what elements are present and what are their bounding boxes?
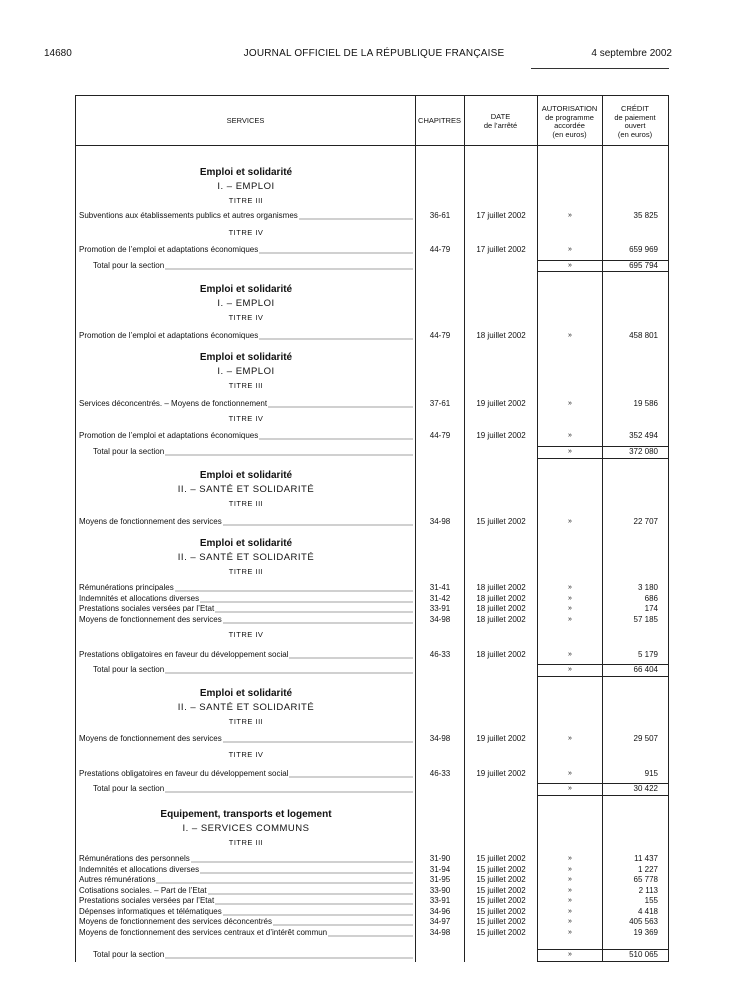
journal-title: JOURNAL OFFICIEL DE LA RÉPUBLIQUE FRANÇAISE	[243, 48, 505, 59]
header-divider	[76, 145, 668, 146]
table-row	[76, 446, 668, 457]
section-heading	[76, 282, 416, 325]
table-row	[76, 768, 668, 779]
table-row	[76, 516, 668, 527]
total-rule	[537, 676, 668, 677]
col-header-auto-line: accordée	[554, 121, 585, 130]
row-chapitre: 31-41	[429, 583, 451, 592]
row-chapitre: 44-79	[429, 245, 451, 254]
row-credit: 1 227	[637, 865, 658, 874]
col-header-credit-line: CRÉDIT	[621, 104, 649, 113]
col-header-autorisation	[537, 105, 602, 139]
row-chapitre: 44-79	[429, 331, 451, 340]
row-date: 19 juillet 2002	[476, 734, 526, 743]
row-label	[79, 582, 413, 593]
row-autorisation: »	[568, 212, 572, 219]
section-heading	[76, 468, 416, 511]
table-row	[76, 853, 668, 864]
row-autorisation: »	[568, 605, 572, 612]
table-row	[76, 244, 668, 255]
table-row	[76, 398, 668, 409]
row-credit: 29 507	[633, 734, 658, 743]
row-autorisation: »	[568, 908, 572, 915]
row-label-text: Autres rémunérations	[79, 875, 156, 884]
row-date: 15 juillet 2002	[476, 917, 526, 926]
table-row	[76, 649, 668, 660]
row-date: 15 juillet 2002	[476, 517, 526, 526]
row-label-text: Total pour la section	[93, 447, 165, 456]
row-chapitre: 46-33	[429, 650, 451, 659]
row-credit: 19 369	[633, 928, 658, 937]
section-heading	[76, 686, 416, 729]
col-header-credit-line: de paiement	[614, 112, 656, 122]
col-header-credit	[602, 105, 668, 139]
row-date: 19 juillet 2002	[476, 431, 526, 440]
row-autorisation: »	[568, 770, 572, 777]
row-label	[79, 853, 413, 864]
titre-label: TITRE III	[228, 717, 264, 726]
ministry-title: Equipement, transports et logement	[160, 809, 332, 820]
row-date: 18 juillet 2002	[476, 650, 526, 659]
row-label	[79, 768, 413, 779]
row-autorisation: »	[568, 735, 572, 742]
row-date: 15 juillet 2002	[476, 865, 526, 874]
row-credit: 30 422	[633, 784, 658, 793]
row-date: 19 juillet 2002	[476, 769, 526, 778]
row-chapitre: 34-97	[429, 917, 451, 926]
col-header-date-line: DATE	[490, 112, 511, 121]
titre-label: TITRE IV	[228, 414, 264, 423]
row-label	[79, 927, 413, 938]
header-rule	[531, 68, 669, 69]
row-autorisation: »	[568, 929, 572, 936]
table-row	[76, 733, 668, 744]
row-label	[79, 733, 413, 744]
row-credit: 2 113	[638, 886, 658, 895]
row-label-text: Promotion de l’emploi et adaptations économiques	[79, 331, 259, 340]
page-number: 14680	[44, 48, 72, 59]
total-rule	[537, 961, 668, 962]
row-credit: 405 563	[629, 917, 658, 926]
ministry-title: Emploi et solidarité	[199, 470, 293, 481]
ministry-title: Emploi et solidarité	[199, 352, 293, 363]
division-title: I. – EMPLOI	[217, 366, 275, 377]
row-label	[79, 244, 413, 255]
row-credit: 155	[644, 896, 658, 905]
publication-date: 4 septembre 2002	[591, 48, 672, 59]
row-autorisation: »	[568, 595, 572, 602]
table-row	[76, 664, 668, 675]
row-autorisation: »	[568, 876, 572, 883]
row-autorisation: »	[568, 666, 572, 673]
table-row	[76, 874, 668, 885]
titre-label: TITRE III	[228, 838, 264, 847]
row-label	[79, 430, 413, 441]
row-date: 18 juillet 2002	[476, 615, 526, 624]
row-autorisation: »	[568, 448, 572, 455]
row-autorisation: »	[568, 951, 572, 958]
row-credit: 510 065	[629, 950, 658, 959]
row-date: 18 juillet 2002	[476, 594, 526, 603]
row-label-text: Services déconcentrés. – Moyens de fonctionnement	[79, 399, 268, 408]
row-autorisation: »	[568, 855, 572, 862]
ministry-title: Emploi et solidarité	[199, 688, 293, 699]
row-date: 15 juillet 2002	[476, 928, 526, 937]
row-chapitre: 33-91	[429, 896, 451, 905]
row-autorisation: »	[568, 785, 572, 792]
row-label-text: Moyens de fonctionnement des services	[79, 615, 222, 624]
row-autorisation: »	[568, 400, 572, 407]
row-date: 18 juillet 2002	[476, 331, 526, 340]
row-chapitre: 34-98	[429, 734, 451, 743]
table-row	[76, 582, 668, 593]
row-label	[93, 783, 413, 794]
row-autorisation: »	[568, 897, 572, 904]
total-rule	[537, 795, 668, 796]
row-label-text: Moyens de fonctionnement des services	[79, 517, 222, 526]
row-label	[79, 895, 413, 906]
column-divider	[537, 96, 538, 962]
titre-label: TITRE III	[228, 499, 264, 508]
row-chapitre: 37-61	[429, 399, 451, 408]
col-header-services: SERVICES	[226, 116, 265, 125]
row-label-text: Total pour la section	[93, 261, 165, 270]
table-row	[76, 927, 668, 938]
division-title: I. – EMPLOI	[217, 298, 275, 309]
row-label-text: Prestations sociales versées par l’Etat	[79, 604, 215, 613]
row-label-text: Moyens de fonctionnement des services déconcentrés	[79, 917, 272, 926]
ministry-title: Emploi et solidarité	[199, 538, 293, 549]
row-date: 17 juillet 2002	[476, 211, 526, 220]
row-label	[79, 603, 413, 614]
row-label	[79, 398, 413, 409]
row-label-text: Prestations sociales versées par l’Etat	[79, 896, 215, 905]
section-heading	[76, 536, 416, 579]
row-label-text: Promotion de l’emploi et adaptations économiques	[79, 245, 259, 254]
titre-label: TITRE III	[228, 196, 264, 205]
row-chapitre: 46-33	[429, 769, 451, 778]
titre-label: TITRE III	[228, 567, 264, 576]
table-row	[76, 783, 668, 794]
col-header-credit-line: (en euros)	[617, 129, 653, 139]
section-heading	[76, 350, 416, 393]
row-credit: 4 418	[637, 907, 658, 916]
credits-table	[75, 95, 669, 962]
row-label	[93, 664, 413, 675]
row-credit: 5 179	[637, 650, 658, 659]
table-row	[76, 260, 668, 271]
col-header-date-line: de l’arrêté	[483, 120, 518, 130]
row-label	[79, 874, 413, 885]
total-rule	[537, 458, 668, 459]
row-autorisation: »	[568, 918, 572, 925]
row-chapitre: 36-61	[429, 211, 451, 220]
row-label-text: Prestations obligatoires en faveur du développement social	[79, 769, 289, 778]
row-label-text: Total pour la section	[93, 784, 165, 793]
col-header-date	[464, 113, 537, 130]
row-label-text: Total pour la section	[93, 665, 165, 674]
row-chapitre: 33-90	[429, 886, 451, 895]
page-header	[0, 0, 748, 70]
row-date: 15 juillet 2002	[476, 886, 526, 895]
table-row	[76, 430, 668, 441]
row-chapitre: 34-96	[429, 907, 451, 916]
column-divider	[464, 96, 465, 962]
row-credit: 65 778	[633, 875, 658, 884]
row-autorisation: »	[568, 651, 572, 658]
col-header-auto-line: AUTORISATION	[541, 104, 598, 113]
row-chapitre: 34-98	[429, 615, 451, 624]
table-row	[76, 614, 668, 625]
titre-label: TITRE IV	[228, 630, 264, 639]
row-label-text: Promotion de l’emploi et adaptations économiques	[79, 431, 259, 440]
row-credit: 915	[644, 769, 658, 778]
row-credit: 686	[644, 594, 658, 603]
row-label	[93, 260, 413, 271]
row-chapitre: 31-42	[429, 594, 451, 603]
row-date: 18 juillet 2002	[476, 583, 526, 592]
row-chapitre: 34-98	[429, 517, 451, 526]
row-credit: 372 080	[629, 447, 658, 456]
row-credit: 22 707	[633, 517, 658, 526]
row-chapitre: 33-91	[429, 604, 451, 613]
row-label-text: Moyens de fonctionnement des services centraux et d’intérêt commun	[79, 928, 328, 937]
row-label	[79, 210, 413, 221]
row-date: 19 juillet 2002	[476, 399, 526, 408]
table-row	[76, 330, 668, 341]
row-chapitre: 44-79	[429, 431, 451, 440]
row-credit: 19 586	[633, 399, 658, 408]
row-date: 15 juillet 2002	[476, 896, 526, 905]
row-date: 15 juillet 2002	[476, 875, 526, 884]
row-autorisation: »	[568, 866, 572, 873]
row-credit: 695 794	[629, 261, 658, 270]
row-label	[79, 916, 413, 927]
titre-label: TITRE IV	[228, 228, 264, 237]
row-label-text: Rémunérations des personnels	[79, 854, 190, 863]
col-header-auto-line: de programme	[545, 112, 594, 122]
row-label	[93, 949, 413, 960]
row-label	[79, 516, 413, 527]
division-title: II. – SANTÉ ET SOLIDARITÉ	[177, 484, 315, 495]
table-row	[76, 210, 668, 221]
col-header-auto-line: (en euros)	[552, 129, 587, 139]
row-autorisation: »	[568, 616, 572, 623]
row-label-text: Prestations obligatoires en faveur du développement social	[79, 650, 289, 659]
col-header-credit-line: ouvert	[624, 121, 646, 130]
division-title: II. – SANTÉ ET SOLIDARITÉ	[177, 552, 315, 563]
row-credit: 3 180	[637, 583, 658, 592]
row-date: 15 juillet 2002	[476, 854, 526, 863]
col-header-chapitres: CHAPITRES	[418, 116, 461, 125]
row-autorisation: »	[568, 518, 572, 525]
row-label-text: Cotisations sociales. – Part de l’Etat	[79, 886, 207, 895]
row-credit: 458 801	[629, 331, 658, 340]
row-label-text: Subventions aux établissements publics et autres organismes	[79, 211, 298, 220]
row-label-text: Indemnités et allocations diverses	[79, 594, 200, 603]
section-heading	[76, 165, 416, 208]
division-title: I. – EMPLOI	[217, 181, 275, 192]
row-chapitre: 31-95	[429, 875, 451, 884]
row-autorisation: »	[568, 332, 572, 339]
ministry-title: Emploi et solidarité	[199, 167, 293, 178]
titre-label: TITRE III	[228, 381, 264, 390]
titre-label: TITRE IV	[228, 750, 264, 759]
row-label-text: Dépenses informatiques et télématiques	[79, 907, 222, 916]
row-date: 18 juillet 2002	[476, 604, 526, 613]
row-label-text: Rémunérations principales	[79, 583, 174, 592]
row-credit: 659 969	[629, 245, 658, 254]
row-label	[93, 446, 413, 457]
division-title: I. – SERVICES COMMUNS	[182, 823, 310, 834]
table-row	[76, 949, 668, 960]
row-autorisation: »	[568, 432, 572, 439]
row-autorisation: »	[568, 887, 572, 894]
row-label	[79, 614, 413, 625]
row-date: 15 juillet 2002	[476, 907, 526, 916]
row-label-text: Indemnités et allocations diverses	[79, 865, 200, 874]
row-chapitre: 31-90	[429, 854, 451, 863]
row-autorisation: »	[568, 584, 572, 591]
row-credit: 57 185	[633, 615, 658, 624]
table-row	[76, 603, 668, 614]
row-label	[79, 330, 413, 341]
section-heading	[76, 807, 416, 850]
row-label-text: Moyens de fonctionnement des services	[79, 734, 222, 743]
row-label	[79, 649, 413, 660]
table-row	[76, 895, 668, 906]
row-credit: 174	[644, 604, 658, 613]
row-autorisation: »	[568, 262, 572, 269]
row-chapitre: 34-98	[429, 928, 451, 937]
titre-label: TITRE IV	[228, 313, 264, 322]
row-label-text: Total pour la section	[93, 950, 165, 959]
column-divider	[602, 96, 603, 962]
row-autorisation: »	[568, 246, 572, 253]
row-credit: 352 494	[629, 431, 658, 440]
table-row	[76, 916, 668, 927]
row-chapitre: 31-94	[429, 865, 451, 874]
row-credit: 66 404	[633, 665, 658, 674]
row-credit: 35 825	[633, 211, 658, 220]
ministry-title: Emploi et solidarité	[199, 284, 293, 295]
division-title: II. – SANTÉ ET SOLIDARITÉ	[177, 702, 315, 713]
row-credit: 11 437	[634, 854, 658, 863]
total-rule	[537, 271, 668, 272]
row-date: 17 juillet 2002	[476, 245, 526, 254]
